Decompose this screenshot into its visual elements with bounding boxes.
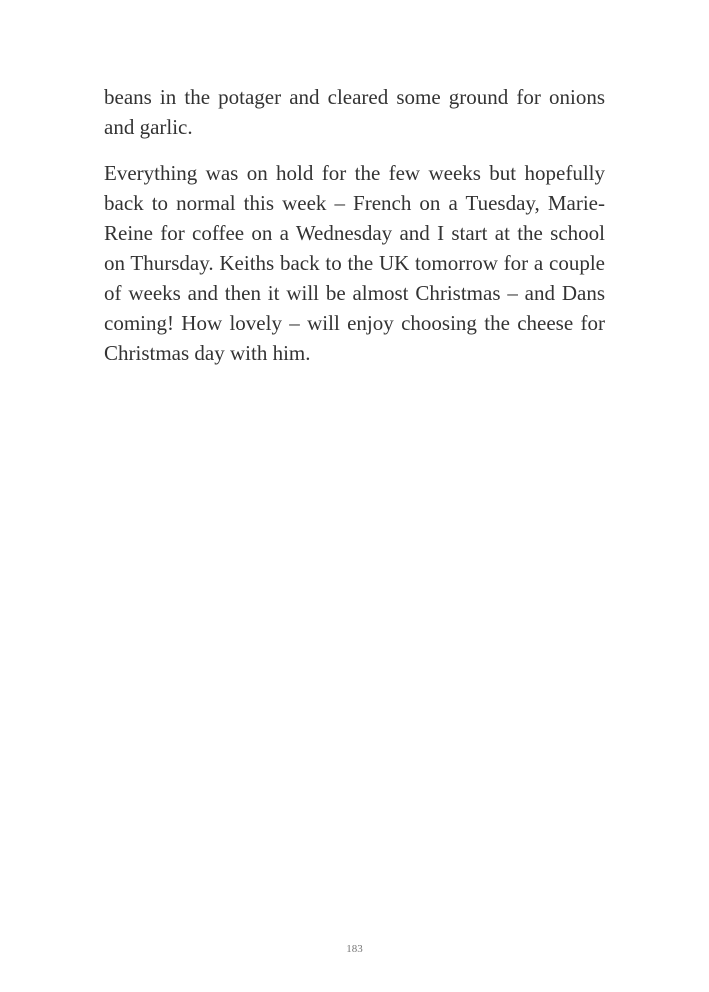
page-number: 183 bbox=[346, 943, 363, 955]
page-body bbox=[104, 82, 605, 384]
paragraph: beans in the potager and cleared some ground for onions and garlic. bbox=[104, 85, 605, 139]
paragraph: Everything was on hold for the few weeks but hopefully back to normal this week – French on a Tuesday, Marie-Reine for coffee on a Wednesday and I start at the school on Thursday. Keiths back to the UK tomorrow for a couple of weeks and then it will be almost Christmas – and Dans coming! How lovely – will enjoy choosing the cheese for Christmas day with him. bbox=[104, 161, 605, 365]
